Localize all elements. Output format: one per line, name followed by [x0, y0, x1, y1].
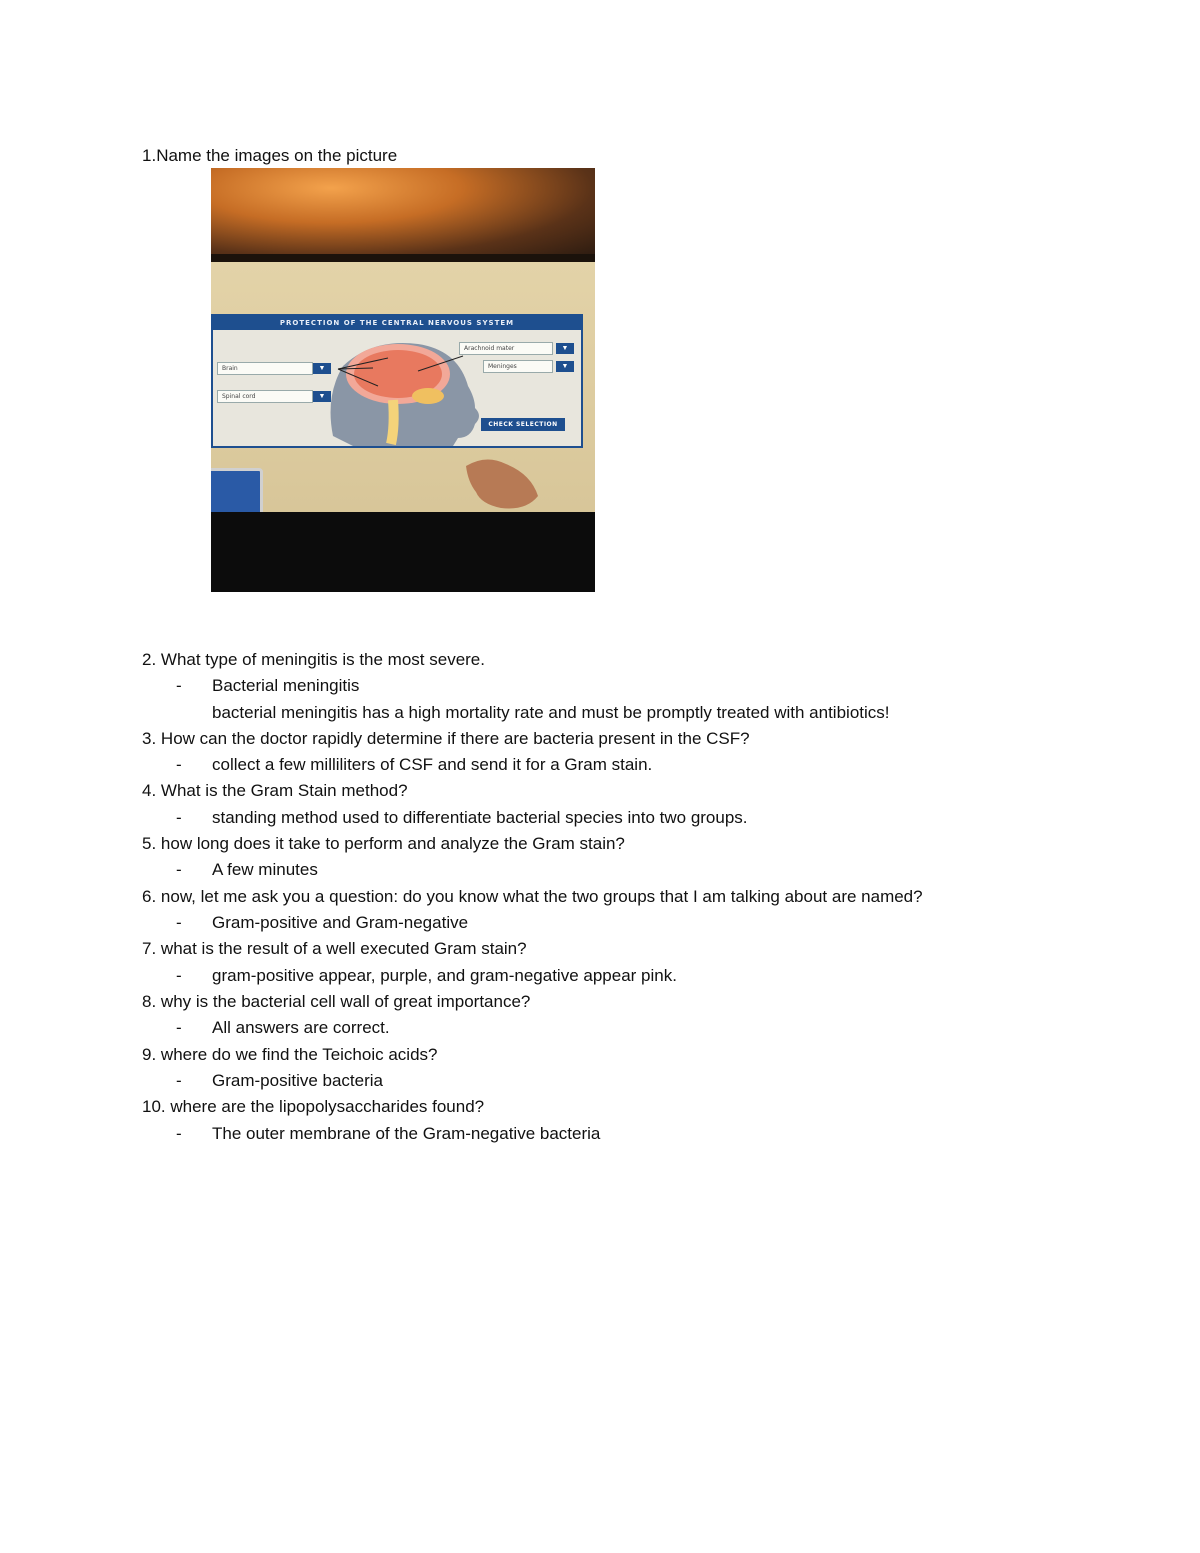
- answer: Gram-positive and Gram-negative: [212, 913, 469, 932]
- question-number: 10.: [142, 1097, 166, 1116]
- question-number: 7.: [142, 939, 157, 958]
- question-text: now, let me ask you a question: do you know what the two groups that I am talking about are named?: [156, 887, 923, 906]
- answer: Bacterial meningitis: [212, 676, 360, 695]
- bullet-dash: -: [176, 913, 182, 932]
- spinal-cord-dropdown[interactable]: Spinal cord: [217, 390, 313, 403]
- hand-shape: [456, 456, 546, 516]
- answer: collect a few milliliters of CSF and send it for a Gram stain.: [212, 755, 653, 774]
- question-text: where do we find the Teichoic acids?: [156, 1045, 438, 1064]
- question-number: 5.: [142, 834, 157, 853]
- question-9: [142, 1044, 437, 1066]
- question-number: 6.: [142, 887, 157, 906]
- dark-floor: [211, 512, 595, 592]
- question-10: [142, 1096, 484, 1118]
- bullet-dash: -: [176, 1018, 182, 1037]
- question-number: 2.: [142, 650, 157, 669]
- question-4: [142, 780, 408, 802]
- question-text: What is the Gram Stain method?: [156, 781, 408, 800]
- question-2: [142, 649, 485, 671]
- question-text: what is the result of a well executed Gram stain?: [156, 939, 527, 958]
- question-7: [142, 938, 527, 960]
- answer: Gram-positive bacteria: [212, 1071, 384, 1090]
- question-6: [142, 886, 923, 908]
- question-text: why is the bacterial cell wall of great importance?: [156, 992, 531, 1011]
- chevron-down-icon[interactable]: ▼: [313, 391, 331, 402]
- question-text: How can the doctor rapidly determine if there are bacteria present in the CSF?: [156, 729, 750, 748]
- lamp-glow: [211, 168, 595, 258]
- question-text: Name the images on the picture: [156, 146, 398, 165]
- answer: The outer membrane of the Gram-negative bacteria: [212, 1124, 601, 1143]
- question-text: how long does it take to perform and analyze the Gram stain?: [156, 834, 625, 853]
- chevron-down-icon[interactable]: ▼: [313, 363, 331, 374]
- question-number: 1.: [142, 146, 157, 165]
- answer: All answers are correct.: [212, 1018, 390, 1037]
- brain-dropdown[interactable]: Brain: [217, 362, 313, 375]
- question-number: 9.: [142, 1045, 157, 1064]
- monitor-bezel: [211, 254, 595, 262]
- question-3: [142, 728, 750, 750]
- bullet-dash: -: [176, 1124, 182, 1143]
- chevron-down-icon[interactable]: ▼: [556, 343, 574, 354]
- bullet-dash: -: [176, 966, 182, 985]
- bullet-dash: -: [176, 860, 182, 879]
- question-1: [142, 145, 397, 167]
- bullet-dash: -: [176, 808, 182, 827]
- answer: standing method used to differentiate bacterial species into two groups.: [212, 808, 748, 827]
- question-number: 4.: [142, 781, 157, 800]
- bullet-dash: -: [176, 1071, 182, 1090]
- answer: A few minutes: [212, 860, 318, 879]
- meninges-dropdown[interactable]: Meninges: [483, 360, 553, 373]
- question-number: 8.: [142, 992, 157, 1011]
- question-5: [142, 833, 625, 855]
- bullet-dash: -: [176, 676, 182, 695]
- cns-panel: [211, 314, 583, 448]
- question-text: What type of meningitis is the most severe.: [156, 650, 485, 669]
- check-selection-button[interactable]: CHECK SELECTION: [481, 418, 565, 431]
- chevron-down-icon[interactable]: ▼: [556, 361, 574, 372]
- question-8: [142, 991, 530, 1013]
- brain-diagram-photo: [211, 168, 595, 592]
- arachnoid-dropdown[interactable]: Arachnoid mater: [459, 342, 553, 355]
- bullet-dash: -: [176, 755, 182, 774]
- answer: bacterial meningitis has a high mortality rate and must be promptly treated with antibiotics!: [212, 703, 890, 722]
- answer: gram-positive appear, purple, and gram-negative appear pink.: [212, 966, 677, 985]
- panel-title: PROTECTION OF THE CENTRAL NERVOUS SYSTEM: [213, 316, 581, 330]
- question-text: where are the lipopolysaccharides found?: [165, 1097, 485, 1116]
- question-number: 3.: [142, 729, 157, 748]
